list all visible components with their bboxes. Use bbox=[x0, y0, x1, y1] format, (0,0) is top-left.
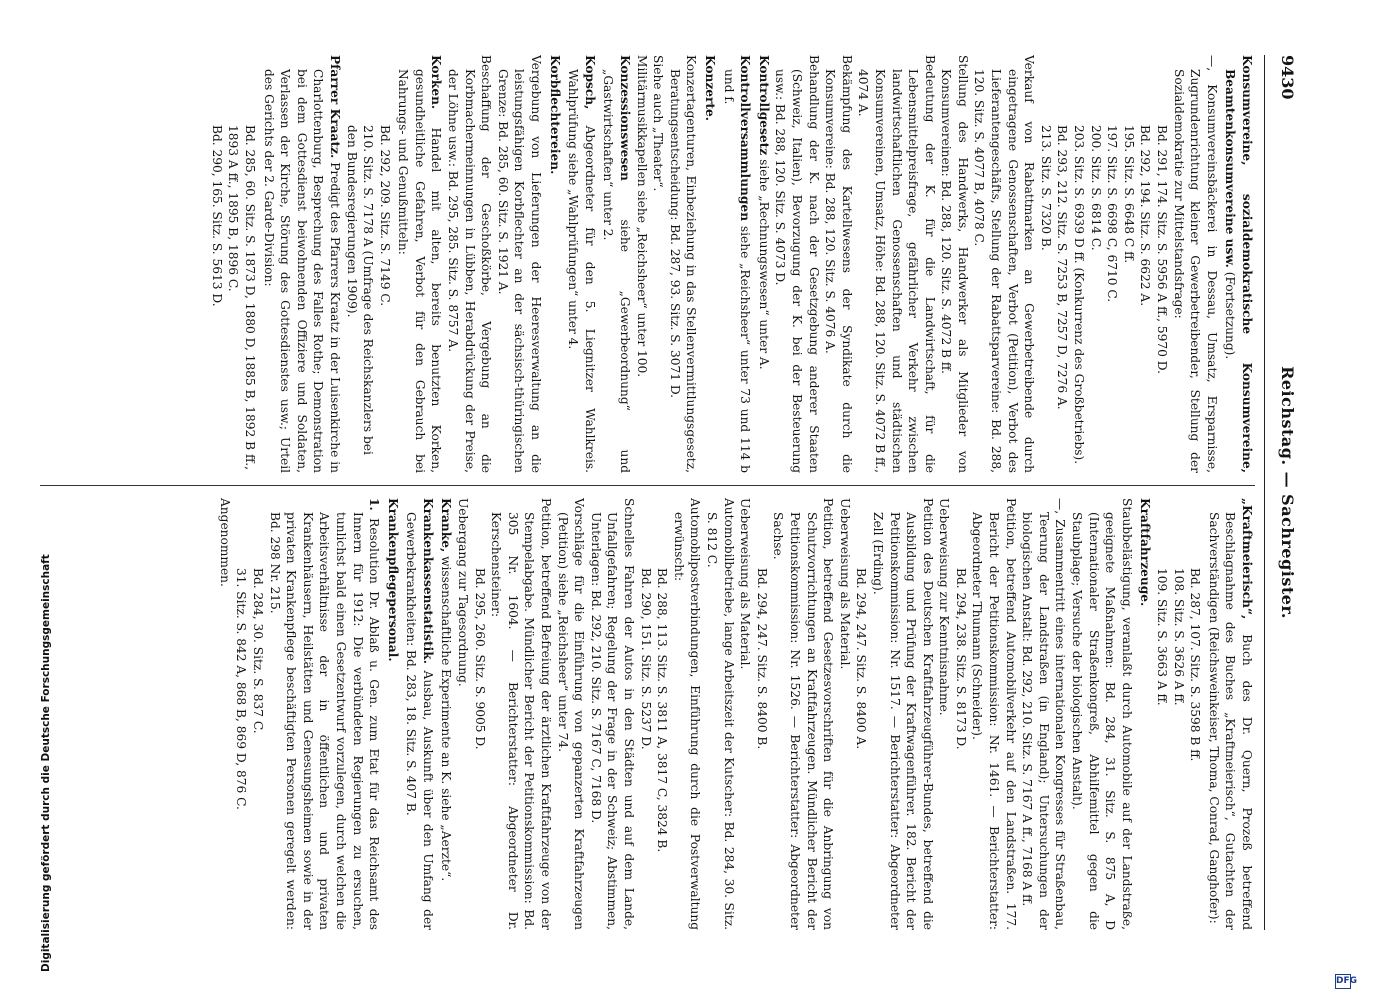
subentry: Schnelles Fahren der Autos in den Städten und auf dem Lande, Unfallgefahren; Regelung der Frage in der Schweiz; Abstimmen, Unterlagen: Bd. 292, 210. Sitz. S. 7167 C, 7168 D. bbox=[588, 498, 637, 930]
subentry: Ueberweisung als Material. bbox=[837, 498, 852, 670]
citation-line: 195. Sitz. S. 6648 C ff. bbox=[1121, 125, 1136, 264]
index-entry bbox=[600, 55, 633, 473]
index-entry bbox=[1222, 55, 1255, 473]
subentry: Ueberweisung zur Kenntnisnahme. bbox=[937, 498, 952, 716]
index-entry bbox=[546, 55, 563, 473]
entry-heading: Kontrollversammlungen bbox=[738, 55, 753, 222]
citation-line: 109. Sitz. S. 3663 A ff. bbox=[1155, 568, 1170, 706]
subentry: Bedeutung der K. für die Landwirtschaft, für die Lebensmittelpreisfrage, gefährlicher Verkehr zwischen landwirtschaftlichen Genossenschaften und städtischen Konsumvereinen, Umsatz, Höhe: Bd. 288, 120. Sitz. S. 4072 B ff., 4074 A. bbox=[856, 55, 937, 473]
subentry: —, Konsumvereinsbäckerei in Dessau, Umsatz, Ersparnisse, Zugrundenrichtung kleiner Gewerbetreibender, Stellung der Sozialdemokratie zur Mittelstandsfrage: bbox=[1171, 55, 1219, 473]
index-entry bbox=[395, 55, 445, 473]
index-entry bbox=[403, 498, 436, 930]
citation-line: Bd. 284, 30. Sitz. S. 837 C. bbox=[250, 568, 265, 734]
index-entry bbox=[565, 55, 598, 473]
entry-text: Buch des Dr. Quern, Prozeß betreffend Beschlagnahme des Buches „Kraftmeierisch“, Gutachten der Sachverständigen (Reichsweinkeiser, Thoma, Conrad, Ganghofer): bbox=[1206, 512, 1254, 930]
entry-heading: Kopsch, bbox=[582, 55, 597, 110]
citation-line: 31. Sitz. S. 842 A, 868 B, 869 D, 876 C. bbox=[234, 568, 249, 810]
subentry: Stellung des Handwerks, Handwerker als Mitglieder von Konsumvereinen: Bd. 288, 120. Sitz. S. 4072 B ff. bbox=[939, 55, 970, 473]
subentry: Vorschläge für die Einführung von gepanzerten Kraftfahrzeugen (Petition) siehe „Reichsheer“ unter 74. bbox=[555, 498, 587, 930]
digitization-note: Digitalisierung gefördert durch die Deutsche Forschungsgemeinschaft bbox=[40, 554, 52, 972]
citation-line: Bd. 290, 151. Sitz. S. 5237 D. bbox=[638, 568, 653, 750]
citation-line: Bd. 285, 60. Sitz. S. 1873 D, 1880 D, 1885 B, 1892 B ff., 1893 A ff., 1895 B, 1896 C. bbox=[226, 125, 257, 470]
page-number: 9430 bbox=[1278, 55, 1297, 100]
subentry: Vergebung von Lieferungen der Heeresverwaltung an die leistungsfähigen Korbflechter an der sächsisch-thüringischen Grenze: Bd. 285, 60. Sitz. S. 1921 A. bbox=[495, 55, 544, 473]
header-rule bbox=[1264, 55, 1265, 930]
citation-line: 203. Sitz. S. 6939 D ff. (Konkurrenz des Großbetriebs). bbox=[1072, 125, 1087, 465]
page-header bbox=[1267, 55, 1297, 930]
entry-text: Predigt des Pfarrers Kraatz in der Luisenkirche in Charlottenburg, Besprechung des Falles Rothe; Demonstration bei dem Gottesdienst beiwohnenden Offiziere und Soldaten, Verlassen der Kirche, Störung des Gottesdienstes usw.; Urteil des Gerichts der 2. Garde-Division: bbox=[261, 69, 342, 473]
entry-heading: „Kraftmeierisch“, bbox=[1240, 498, 1254, 620]
citation-line: Bd. 287, 107. Sitz. S. 3598 B ff. bbox=[1188, 568, 1203, 762]
subentry: Petition, betreffend Befreiung der ärztlichen Kraftfahrzeuge von der Stempelabgabe. Mündlicher Bericht der Petitionskommission: Bd. 305 Nr. 1604. — Berichterstatter: Abgeordneter Dr. Kerschensteiner: bbox=[489, 498, 554, 930]
entry-text: Ausbau, Auskunft über den Umfang der Gewerbekrankheiten: Bd. 283, 18. Sitz. S. 407 B. bbox=[404, 512, 435, 930]
citation-line: Bd. 290, 165. Sitz. S. 5613 D. bbox=[209, 125, 224, 307]
entry-text: siehe „Gewerbeordnung“ und „Gastwirtschaften“ unter 2. bbox=[601, 69, 633, 473]
entry-heading: Konzerte. bbox=[703, 55, 717, 122]
index-entry bbox=[720, 55, 753, 473]
entry-heading: Pfarrer Kraatz. bbox=[327, 55, 342, 159]
index-entry bbox=[260, 55, 343, 473]
subentry: Staubbelästigung, veranlaßt durch Automobile auf der Landstraße, geeignete Maßnahmen: Bd. 284, 31. Sitz. S. 875 A, D (Internationaler Straßenkongreß, Abhilfemittel gegen die Staubplage; Versuche der biologischen Anstalt). bbox=[1070, 498, 1134, 930]
index-entry bbox=[1137, 498, 1154, 930]
subentry-text: Resolution Dr. Ablaß u. Gen. zum Etat für das Reichsamt des Innern für 1912: Die verbündeten Regierungen zu ersuchen, tunlichst bald einen Gesetzentwurf vorzulegen, durch welchen die Arbeitsverhältnisse der in öffentlichen und privaten Krankenhäusern, Heilstätten und Genesungsheimen sowie in der privaten Krankenpflege beschäftigten Personen geregelt werden: Bd. 298 Nr. 215. bbox=[267, 510, 382, 930]
citation-line: Bd. 295, 260. Sitz. S. 9005 D. bbox=[472, 568, 487, 750]
subentry: Militärmusikkapellen siehe „Reichsheer“ unter 100. bbox=[634, 55, 649, 378]
subentry: Behandlung der K. nach der Gesetzgebung anderer Staaten (Schweiz, Italien), Bevorzugung der K. bei der Besteuerung usw.: Bd. 288, 120. Sitz. S. 4073 D. bbox=[773, 55, 821, 473]
citation-line: Bd. 292, 194. Sitz. S. 6622 A. bbox=[1138, 125, 1153, 307]
subentry-number: 1. bbox=[367, 498, 382, 511]
citation-line: Bd. 292, 209. Sitz. S. 7149 C. bbox=[377, 125, 392, 307]
citation-line: Bd. 291, 174. Sitz. S. 5956 A ff., 5970 D. bbox=[1155, 125, 1170, 375]
entry-text: (Fortsetzung). bbox=[1223, 267, 1238, 360]
subentry: —, Zusammentritt eines internationalen Kongresses für Straßenbau, Teerung der Landstraßen (in England); Untersuchungen der biologischen Anstalt: Bd. 292, 210. Sitz. S. 7167 A ff., 7168 A ff. bbox=[1020, 498, 1068, 930]
subentry: Automobilbetriebe, lange Arbeitszeit der Kutscher: Bd. 284, 30. Sitz. S. 812 C. bbox=[705, 498, 736, 930]
subentry: Petition, betreffend Gesetzesvorschriften für die Anbringung von Schutzvorrichtungen an Kraftfahrzeugen. Mündlicher Bericht der Petitionskommission: Nr. 1526. — Berichterstatter: Abgeordneter Sachse. bbox=[771, 498, 836, 930]
entry-text: Handel mit alten, bereits benutzten Korken, gesundheitliche Gefahren, Verbot für den Gebrauch bei Nahrungs- und Genußmitteln: bbox=[396, 69, 444, 473]
subentry: Beschaffung der Geschoßkörbe, Vergebung an die Korbmachermeinnungen in Lübben, Herabdrückung der Preise, der Löhne usw.: Bd. 295, 285. Sitz. S. 8757 A. bbox=[446, 55, 494, 473]
subentry: Verkauf von Rabattmarken an Gewerbetreibende durch eingetragene Genossenschaften, Verbot (Petition), Verbot des Lieferantengeschäfts, Stellung der Rabattsparvereine: Bd. 288, 120. Sitz. S. 4077 B, 4078 C. bbox=[972, 55, 1037, 473]
index-entry bbox=[1205, 498, 1255, 930]
dfg-logo: DFG bbox=[1335, 974, 1351, 989]
citation-line: Bd. 293, 212. Sitz. S. 7253 B, 7257 D, 7276 A. bbox=[1055, 125, 1070, 410]
entry-heading: Krankenpflegepersonal. bbox=[385, 498, 400, 662]
column-divider bbox=[40, 485, 1255, 486]
citation-line: Bd. 294, 238. Sitz. S. 8173 D. bbox=[953, 568, 968, 750]
citation-line: 200. Sitz. S. 6814 C. bbox=[1088, 125, 1103, 251]
subentry: Petition des Deutschen Kraftfahrzeugführer-Bundes, betreffend die Ausbildung und Prüfung der Kraftwagenführer. 182. Bericht der Petitionskommission: Nr. 1517. — Berichterstatter: Abgeordneter Zell (Erding). bbox=[870, 498, 935, 930]
left-column bbox=[32, 55, 1255, 473]
subentry: Bekämpfung des Kartellwesens der Syndikate durch die Konsumvereine: Bd. 288, 120. Sitz. S. 4076 A. bbox=[823, 55, 854, 473]
entry-heading: Konsumvereine, sozialdemokratische Konsumvereine, Beamtenkonsumvereine usw. bbox=[1223, 55, 1254, 473]
subentry: Automobilpostverbindungen, Einführung durch die Postverwaltung erwünscht: bbox=[671, 498, 703, 930]
numbered-subentry bbox=[266, 498, 382, 930]
index-entry bbox=[701, 55, 718, 473]
index-entry bbox=[755, 55, 772, 473]
subentry: Ueberweisung als Material. bbox=[738, 498, 753, 670]
citation-line: 213. Sitz. S. 7320 B. bbox=[1038, 125, 1053, 251]
subentry: Siehe auch „Theater“. bbox=[651, 55, 666, 192]
entry-heading: Kontrollgesetz bbox=[756, 55, 771, 156]
entry-heading: Korbflechtereien. bbox=[547, 55, 562, 175]
entry-heading: Kraftfahrzeuge. bbox=[1138, 498, 1153, 607]
entry-heading: Korken. bbox=[429, 55, 444, 110]
entry-text: siehe „Rechnungswesen“ unter A. bbox=[756, 155, 771, 370]
entry-heading: Konzessionswesen bbox=[618, 55, 633, 181]
index-entry bbox=[384, 498, 401, 930]
subentry: Petition, betreffend Automobilverkehr auf den Landstraßen. 177. Bericht der Petitionskommission: Nr. 1461. — Berichterstatter: Abgeordneter Thumann (Schneider). bbox=[970, 498, 1018, 930]
subentry: Angenommen. bbox=[217, 498, 232, 587]
entry-text: Abgeordneter für den 5. Liegnitzer Wahlkreis. Wahlprüfung siehe „Wahlprüfungen“ unter 4. bbox=[566, 69, 597, 473]
subentry: Uebergang zur Tagesordnung. bbox=[456, 498, 471, 687]
citation-line: 108. Sitz. S. 3626 A ff. bbox=[1171, 568, 1186, 706]
right-column bbox=[32, 498, 1255, 930]
index-entry bbox=[438, 498, 455, 930]
entry-heading: Kranke, bbox=[439, 498, 454, 553]
entry-heading: Krankenkassenstatistik. bbox=[420, 498, 435, 664]
citation-line: Bd. 288, 113. Sitz. S. 3811 A, 3817 C, 3824 B. bbox=[655, 568, 670, 853]
citation-line: Bd. 294, 247. Sitz. S. 8400 A. bbox=[854, 568, 869, 750]
citation-line: Bd. 294, 247. Sitz. S. 8400 B. bbox=[754, 568, 769, 750]
citation-line: 210. Sitz. S. 7178 A (Umfrage des Reichskanzlers bei den Bundesregierungen 1909). bbox=[344, 125, 376, 455]
entry-text: wissenschaftliche Experimente an K. siehe „Aerzte“. bbox=[439, 552, 454, 882]
running-head: Reichstag. — Sachregister. bbox=[1278, 366, 1297, 619]
citation-line: 197. Sitz. S. 6698 C, 6710 C. bbox=[1105, 125, 1120, 303]
subentry: Konzertagenturen, Einbeziehung in das Stellenvermittlungsgesetz, Beratungsentscheidung: Bd. 287, 93. Sitz. S. 3071 D. bbox=[667, 55, 699, 473]
entry-text: siehe „Reichsheer“ unter 73 und 114 b und f. bbox=[721, 69, 753, 473]
